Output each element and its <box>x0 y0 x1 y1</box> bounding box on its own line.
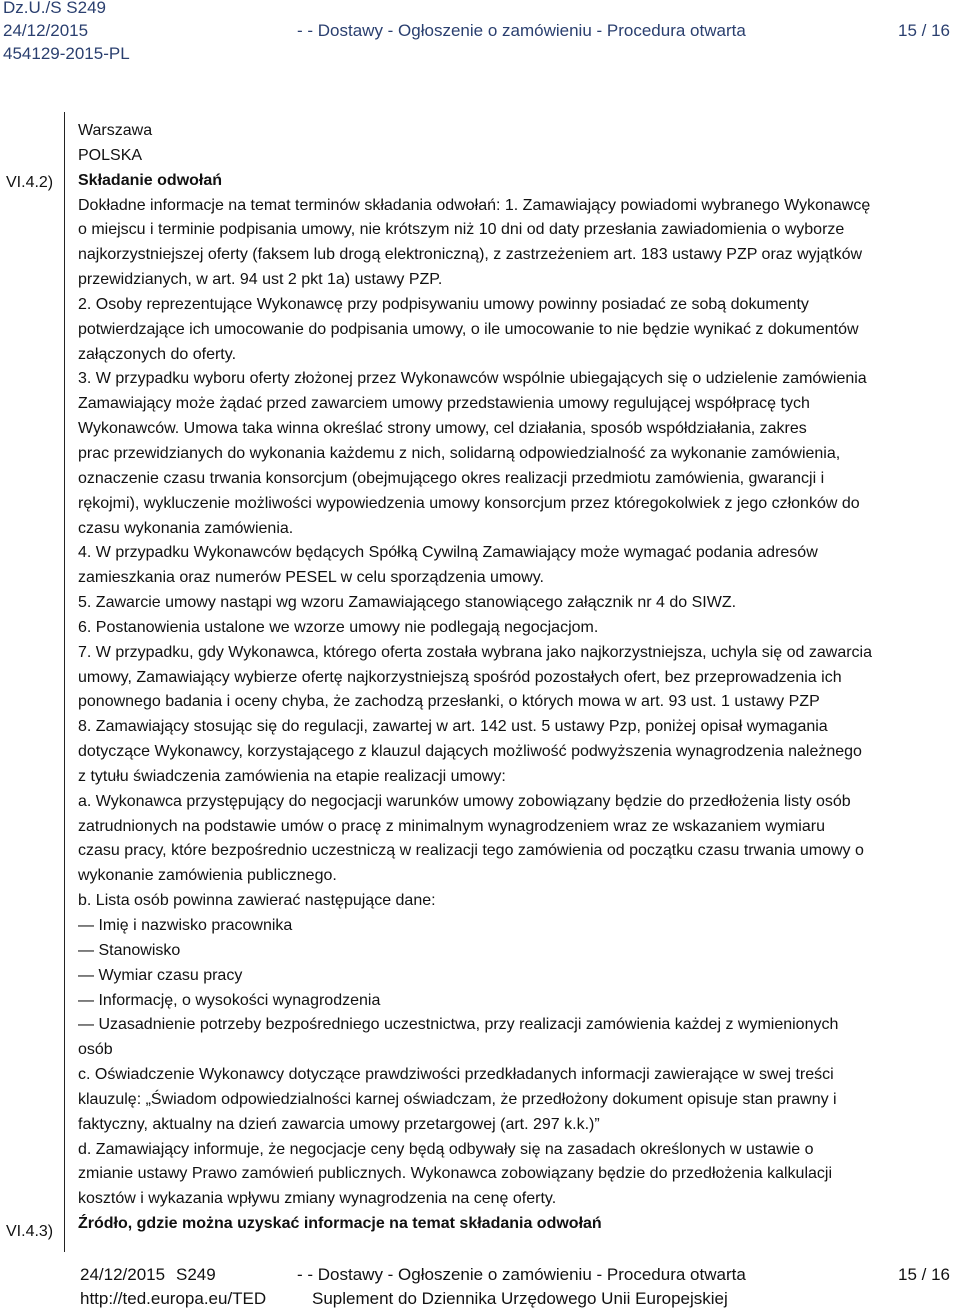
address-city: Warszawa <box>78 122 153 139</box>
header-date: 24/12/2015 <box>3 21 89 40</box>
body-line: prac przewidzianych do wykonania każdemu z nich, solidarną odpowiedzialność za wykonanie zamówienia, <box>78 444 841 462</box>
body-line: 4. W przypadku Wykonawców będących Spółką Cywilną Zamawiający może wymagać podania adresów <box>78 544 818 562</box>
body-line: z tytułu świadczenia zamówienia na etapie realizacji umowy: <box>78 767 506 785</box>
section-label-vi-4-2: VI.4.2) <box>6 174 54 191</box>
header-doc-id: Dz.U./S S249 <box>3 0 106 17</box>
address-country: POLSKA <box>78 146 143 164</box>
body-line: dotyczące Wykonawcy, korzystającego z klauzul dających możliwość podwyższenia wynagrodzenia należnego <box>78 743 862 761</box>
body-line: — Imię i nazwisko pracownika <box>78 917 293 934</box>
footer-title: - - Dostawy - Ogłoszenie o zamówieniu - Procedura otwarta <box>297 1265 746 1284</box>
body-line: 5. Zawarcie umowy nastąpi wg wzoru Zamawiającego stanowiącego załącznik nr 4 do SIWZ. <box>78 594 737 612</box>
body-line: zmianie ustawy Prawo zamówień publicznych. Wykonawca zobowiązany będzie do przedłożenia kalkulacji <box>78 1165 833 1183</box>
body-line: 3. W przypadku wyboru oferty złożonej przez Wykonawców wspólnie ubiegających się o udzielenie zamówienia <box>78 370 867 388</box>
body-line: załączonych do oferty. <box>78 345 237 363</box>
body-line: oznaczenie czasu trwania konsorcjum (obejmującego okres realizacji przedmiotu zamówienia, gwarancji i <box>78 469 825 487</box>
body-line: 8. Zamawiający stosując się do regulacji, zawartej w art. 142 ust. 5 ustawy Pzp, poniżej opisał wymagania <box>78 718 828 736</box>
footer-page-number: 15 / 16 <box>898 1265 950 1284</box>
body-line: rękojmi), wykluczenie możliwości wypowiedzenia umowy konsorcjum przez któregokolwiek z jego członków do <box>78 494 860 512</box>
body-line: ponownego badania i oceny chyba, że zachodzą przesłanki, o których mowa w art. 93 ust. 1 ustawy PZP <box>78 693 820 711</box>
appeals-details-text <box>78 194 958 1213</box>
header-page-number: 15 / 16 <box>898 21 950 40</box>
section-heading-appeals: Składanie odwołań <box>78 171 223 189</box>
body-line: zamieszkania oraz numerów PESEL w celu sporządzenia umowy. <box>78 569 544 587</box>
body-line: d. Zamawiający informuje, że negocjacje ceny będą odbywały się na zasadach określonych w ustawie o <box>78 1140 814 1158</box>
body-line: przewidzianych, w art. 94 ust 2 pkt 1a) ustawy PZP. <box>78 271 443 289</box>
body-line: najkorzystniejszej oferty (faksem lub drogą elektroniczną), z zastrzeżeniem art. 183 ustawy PZP oraz wyjątków <box>78 246 863 264</box>
body-line: a. Wykonawca przystępujący do negocjacji warunków umowy zobowiązany będzie do przedłożenia listy osób <box>78 792 851 810</box>
body-line: osób <box>78 1041 113 1059</box>
body-line: 6. Postanowienia ustalone we wzorze umowy nie podlegają negocjacjom. <box>78 618 599 636</box>
header-title: - - Dostawy - Ogłoszenie o zamówieniu - Procedura otwarta <box>297 21 746 40</box>
body-line: — Informację, o wysokości wynagrodzenia <box>78 991 381 1009</box>
footer-url[interactable]: http://ted.europa.eu/TED <box>80 1289 267 1308</box>
body-line: o miejscu i terminie podpisania umowy, nie krótszym niż 10 dni od daty przesłania zawiadomienia o wyborze <box>78 221 845 239</box>
body-line: czasu pracy, które bezpośrednio uczestniczą w realizacji tego zamówienia od początku czasu trwania umowy o <box>78 842 864 860</box>
footer-date: 24/12/2015 <box>80 1265 166 1284</box>
section-divider <box>64 112 65 1252</box>
main-content <box>78 119 958 1237</box>
body-line: czasu wykonania zamówienia. <box>78 519 294 537</box>
body-line: potwierdzające ich umocowanie do podpisania umowy, o ile umocowanie to nie będzie wynikać z dokumentów <box>78 320 859 338</box>
body-line: 7. W przypadku, gdy Wykonawca, którego oferta została wybrana jako najkorzystniejsza, uchyla się od zawarcia <box>78 643 873 661</box>
body-line: Dokładne informacje na temat terminów składania odwołań: 1. Zamawiający powiadomi wybranego Wykonawcę <box>78 196 871 214</box>
header-notice-number: 454129-2015-PL <box>3 44 130 63</box>
body-line: faktyczny, aktualny na dzień zawarcia umowy przetargowej (art. 297 k.k.)” <box>78 1115 600 1133</box>
footer-journal-name: Suplement do Dziennika Urzędowego Unii Europejskiej <box>312 1289 728 1308</box>
body-line: umowy, Zamawiający wybierze ofertę najkorzystniejszą spośród pozostałych ofert, bez przeprowadzenia ich <box>78 668 842 686</box>
body-line: wykonanie zamówienia publicznego. <box>78 867 337 885</box>
body-line: — Uzasadnienie potrzeby bezpośredniego uczestnictwa, przy realizacji zamówienia każdej z wymienionych <box>78 1016 839 1034</box>
body-line: 2. Osoby reprezentujące Wykonawcę przy podpisywaniu umowy powinny posiadać ze sobą dokumenty <box>78 295 809 313</box>
body-line: Zamawiający może żądać przed zawarciem umowy przedstawienia umowy regulującej współpracę tych <box>78 395 810 413</box>
footer-issue: S249 <box>176 1265 216 1284</box>
body-line: b. Lista osób powinna zawierać następujące dane: <box>78 892 436 910</box>
body-line: zatrudnionych na podstawie umów o pracę z minimalnym wynagrodzeniem wraz ze wskazaniem wymiaru <box>78 817 825 835</box>
body-line: — Stanowisko <box>78 941 181 959</box>
body-line: kosztów i wykazania wpływu zmiany wynagrodzenia na cenę oferty. <box>78 1190 557 1208</box>
body-line: klauzulę: „Świadom odpowiedzialności karnej oświadczam, że przedłożony dokument opisuje stan prawny i <box>78 1090 837 1108</box>
section-heading-appeals-source: Źródło, gdzie można uzyskać informacje na temat składania odwołań <box>78 1215 602 1233</box>
section-label-vi-4-3: VI.4.3) <box>6 1223 54 1240</box>
body-line: — Wymiar czasu pracy <box>78 966 243 984</box>
body-line: c. Oświadczenie Wykonawcy dotyczące prawdziwości przedkładanych informacji zawierające w swej treści <box>78 1066 834 1084</box>
body-line: Wykonawców. Umowa taka winna określać strony umowy, cel działania, sposób współdziałania, zakres <box>78 420 807 438</box>
